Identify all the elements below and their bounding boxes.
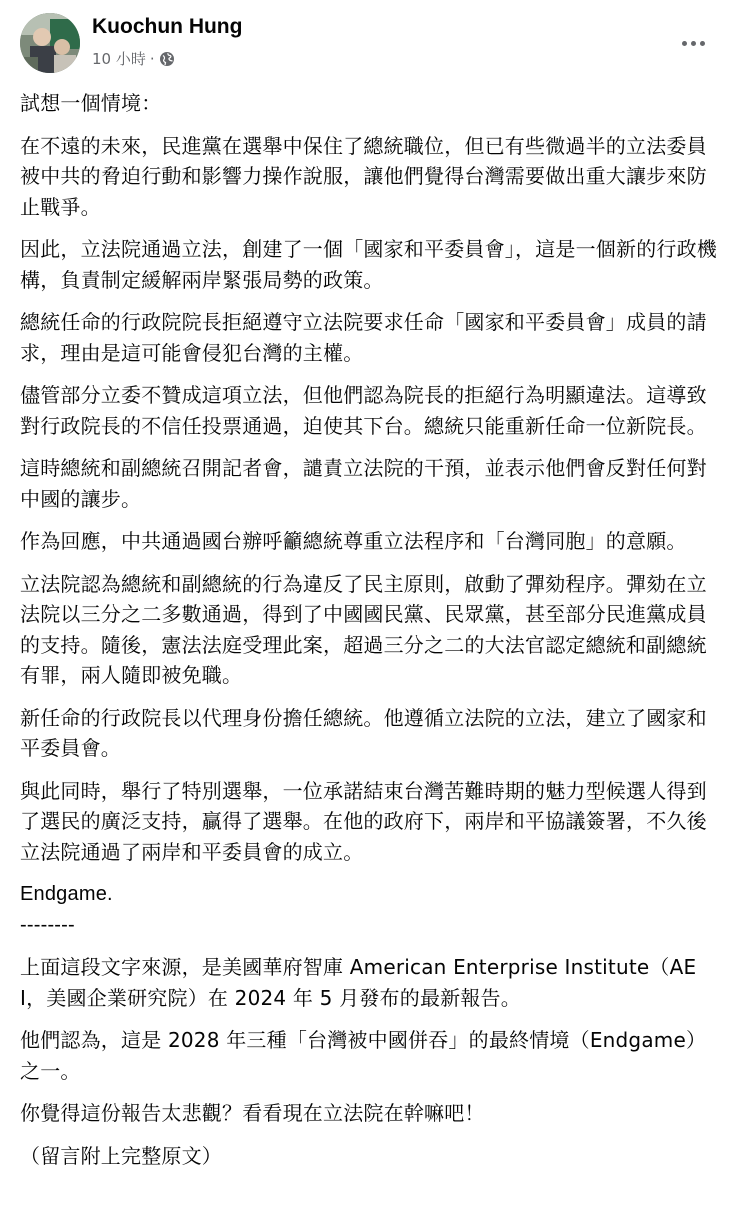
post-paragraph: 因此，立法院通過立法，創建了一個「國家和平委員會」，這是一個新的行政機構，負責制定緩解兩岸緊張局勢的政策。	[20, 237, 717, 292]
avatar[interactable]	[20, 13, 80, 73]
globe-icon[interactable]	[159, 51, 175, 67]
post-paragraph: 立法院認為總統和副總統的行為違反了民主原則，啟動了彈劾程序。彈劾在立法院以三分之二多數通過，得到了中國國民黨、民眾黨，甚至部分民進黨成員的支持。隨後，憲法法庭受理此案，超過三分之二的大法官認定總統和副總統有罪，兩人隨即被免職。	[20, 571, 707, 687]
post-paragraph: 總統任命的行政院院長拒絕遵守立法院要求任命「國家和平委員會」成員的請求，理由是這可能會侵犯台灣的主權。	[20, 310, 707, 365]
avatar-image	[20, 13, 80, 73]
post-paragraph: 儘管部分立委不贊成這項立法，但他們認為院長的拒絕行為明顯違法。這導致對行政院長的不信任投票通過，迫使其下台。總統只能重新任命一位新院長。	[20, 383, 707, 438]
post-paragraph: 這時總統和副總統召開記者會，譴責立法院的干預，並表示他們會反對任何對中國的讓步。	[20, 456, 707, 511]
post-paragraph: 與此同時，舉行了特別選舉，一位承諾結束台灣苦難時期的魅力型候選人得到了選民的廣泛支持，贏得了選舉。在他的政府下，兩岸和平協議簽署，不久後立法院通過了兩岸和平委員會的成立。	[20, 778, 707, 864]
post-paragraph: Endgame.	[20, 883, 113, 905]
post-meta	[92, 48, 175, 69]
post-paragraph: 作為回應，中共通過國台辦呼籲總統尊重立法程序和「台灣同胞」的意願。	[20, 529, 687, 553]
post-paragraph: 在不遠的未來，民進黨在選舉中保住了總統職位，但已有些微過半的立法委員被中共的脅迫行動和影響力操作說服，讓他們覺得台灣需要做出重大讓步來防止戰爭。	[20, 133, 707, 219]
post-paragraph: 你覺得這份報告太悲觀？看看現在立法院在幹嘛吧！	[20, 1101, 485, 1125]
meta-separator: ·	[149, 49, 155, 68]
post-paragraph: 他們認為，這是 2028 年三種「台灣被中國併吞」的最終情境（Endgame）之一。	[20, 1028, 707, 1083]
post-time[interactable]: 10 小時	[92, 50, 146, 68]
divider-line: --------	[20, 913, 75, 936]
more-options-icon[interactable]	[675, 25, 711, 61]
post-paragraph: 上面這段文字來源，是美國華府智庫 American Enterprise Institute（AEI，美國企業研究院）在 2024 年 5 月發布的最新報告。	[20, 955, 697, 1010]
post-body	[20, 88, 720, 1183]
author-name[interactable]: Kuochun Hung	[92, 15, 243, 38]
post-paragraph: （留言附上完整原文）	[20, 1143, 222, 1168]
post-paragraph: 試想一個情境：	[20, 91, 162, 115]
post-header	[20, 13, 719, 77]
post-paragraph: 新任命的行政院長以代理身份擔任總統。他遵循立法院的立法，建立了國家和平委員會。	[20, 705, 707, 760]
